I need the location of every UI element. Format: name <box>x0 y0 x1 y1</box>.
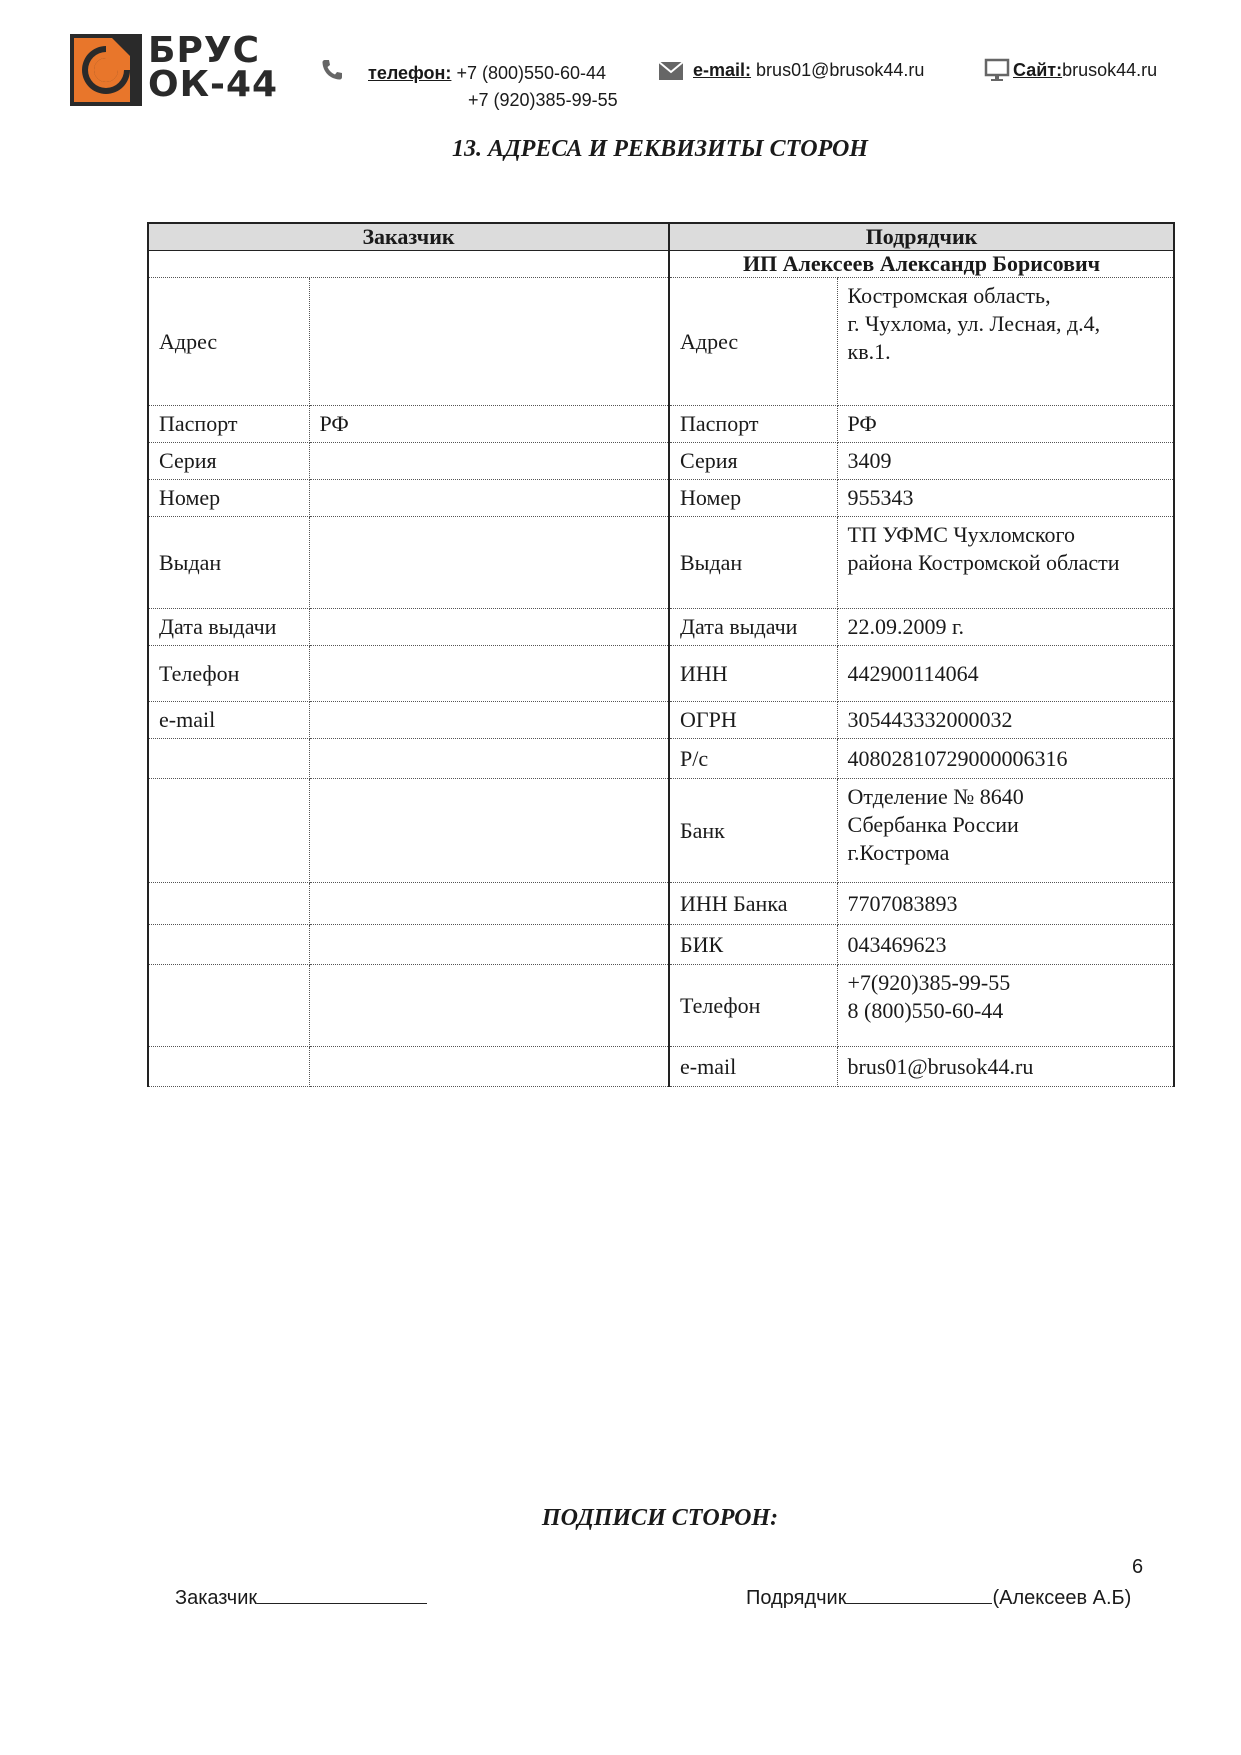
contractor-field-value: РФ <box>837 406 1174 443</box>
contractor-field-label: Банк <box>669 779 837 883</box>
email-contact <box>693 60 924 81</box>
letterhead <box>0 0 1241 130</box>
customer-field-label <box>148 925 309 965</box>
contractor-field-label: Серия <box>669 443 837 480</box>
customer-field-label: Паспорт <box>148 406 309 443</box>
contractor-field-value: 3409 <box>837 443 1174 480</box>
contractor-signature-line[interactable] <box>846 1585 992 1604</box>
contractor-field-value: 40802810729000006316 <box>837 739 1174 779</box>
customer-field-label <box>148 739 309 779</box>
customer-signature-label: Заказчик <box>175 1587 258 1609</box>
customer-field-label: Выдан <box>148 517 309 609</box>
customer-field-value <box>309 883 669 925</box>
table-row <box>148 1047 1174 1087</box>
customer-field-value <box>309 480 669 517</box>
contractor-field-label: e-mail <box>669 1047 837 1087</box>
table-row <box>148 646 1174 702</box>
contractor-field-label: Телефон <box>669 965 837 1047</box>
contractor-field-value: 442900114064 <box>837 646 1174 702</box>
customer-field-value: РФ <box>309 406 669 443</box>
contractor-signature <box>746 1585 1131 1610</box>
logo-line-2: ОК-44 <box>148 64 279 105</box>
phone-label: телефон: <box>368 63 452 83</box>
customer-field-value <box>309 443 669 480</box>
customer-field-value <box>309 965 669 1047</box>
customer-field-label <box>148 883 309 925</box>
contractor-name-row <box>148 251 1174 278</box>
contractor-field-label: Дата выдачи <box>669 609 837 646</box>
contractor-field-label: Р/с <box>669 739 837 779</box>
customer-field-value <box>309 609 669 646</box>
phone-number-1[interactable]: +7 (800)550-60-44 <box>456 63 607 83</box>
contractor-field-label: ОГРН <box>669 702 837 739</box>
customer-signature-line[interactable] <box>257 1585 427 1604</box>
customer-field-value <box>309 925 669 965</box>
table-row <box>148 517 1174 609</box>
website-address[interactable]: brusok44.ru <box>1062 60 1158 80</box>
customer-field-value <box>309 779 669 883</box>
customer-field-value <box>309 278 669 406</box>
customer-signature <box>175 1585 427 1610</box>
contractor-field-value: ТП УФМС Чухломского района Костромской области <box>837 517 1174 609</box>
customer-field-label: Номер <box>148 480 309 517</box>
customer-field-value <box>309 739 669 779</box>
phone-icon <box>320 58 344 82</box>
contractor-field-label: Адрес <box>669 278 837 406</box>
customer-field-label: Серия <box>148 443 309 480</box>
customer-field-label: Телефон <box>148 646 309 702</box>
contractor-field-value: 043469623 <box>837 925 1174 965</box>
table-row <box>148 406 1174 443</box>
table-row <box>148 609 1174 646</box>
section-title: 13. АДРЕСА И РЕКВИЗИТЫ СТОРОН <box>452 136 868 162</box>
table-row <box>148 480 1174 517</box>
table-row <box>148 739 1174 779</box>
contractor-signature-name: (Алексеев А.Б) <box>992 1587 1132 1609</box>
contractor-field-label: Номер <box>669 480 837 517</box>
contractor-field-label: Паспорт <box>669 406 837 443</box>
table-row <box>148 883 1174 925</box>
contractor-field-value: brus01@brusok44.ru <box>837 1047 1174 1087</box>
contractor-field-label: Выдан <box>669 517 837 609</box>
contractor-field-label: ИНН Банка <box>669 883 837 925</box>
customer-field-value <box>309 1047 669 1087</box>
contractor-signature-label: Подрядчик <box>746 1587 847 1609</box>
logo-mark-icon <box>68 32 144 108</box>
customer-header: Заказчик <box>148 223 669 251</box>
contractor-field-value: 7707083893 <box>837 883 1174 925</box>
customer-field-label <box>148 779 309 883</box>
customer-field-label <box>148 965 309 1047</box>
website-contact <box>1013 60 1157 81</box>
logo-line-1: БРУС <box>148 30 260 71</box>
logo-wordmark <box>148 30 279 105</box>
table-row <box>148 702 1174 739</box>
table-row <box>148 278 1174 406</box>
customer-field-value <box>309 702 669 739</box>
contractor-field-value: +7(920)385-99-55 8 (800)550-60-44 <box>837 965 1174 1047</box>
signatures-title: ПОДПИСИ СТОРОН: <box>541 1505 779 1531</box>
website-label: Сайт: <box>1013 60 1063 80</box>
monitor-icon <box>984 58 1010 82</box>
contractor-name: ИП Алексеев Александр Борисович <box>669 251 1174 278</box>
contractor-header: Подрядчик <box>669 223 1174 251</box>
phone-contacts <box>368 60 618 114</box>
contractor-field-value: 305443332000032 <box>837 702 1174 739</box>
table-row <box>148 443 1174 480</box>
contractor-field-value: 955343 <box>837 480 1174 517</box>
customer-field-label: Дата выдачи <box>148 609 309 646</box>
contractor-field-value: Отделение № 8640 Сбербанка России г.Кострома <box>837 779 1174 883</box>
contractor-field-value: 22.09.2009 г. <box>837 609 1174 646</box>
contractor-field-value: Костромская область, г. Чухлома, ул. Лесная, д.4, кв.1. <box>837 278 1174 406</box>
customer-field-label: Адрес <box>148 278 309 406</box>
table-row <box>148 925 1174 965</box>
contractor-field-label: ИНН <box>669 646 837 702</box>
customer-name-cell <box>148 251 669 278</box>
table-row <box>148 779 1174 883</box>
email-address[interactable]: brus01@brusok44.ru <box>756 60 925 80</box>
page-number: 6 <box>1132 1556 1144 1578</box>
table-row <box>148 965 1174 1047</box>
mail-icon <box>658 61 684 81</box>
phone-number-2[interactable]: +7 (920)385-99-55 <box>468 90 618 110</box>
customer-field-value <box>309 517 669 609</box>
requisites-table <box>147 222 1175 1087</box>
customer-field-label: e-mail <box>148 702 309 739</box>
customer-field-value <box>309 646 669 702</box>
contractor-field-label: БИК <box>669 925 837 965</box>
company-logo <box>68 32 288 110</box>
table-header-row <box>148 223 1174 251</box>
email-label: e-mail: <box>693 60 752 80</box>
customer-field-label <box>148 1047 309 1087</box>
